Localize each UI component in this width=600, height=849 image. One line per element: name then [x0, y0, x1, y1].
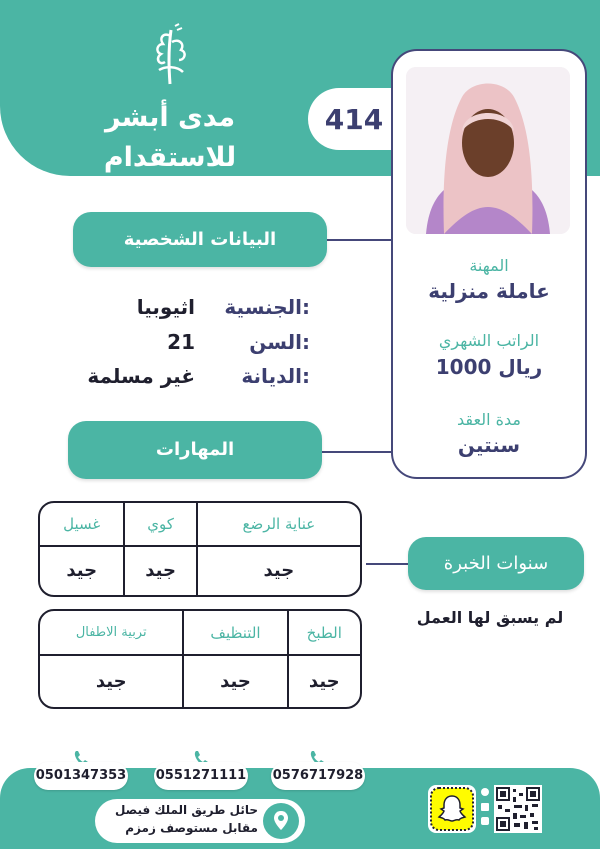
- phone-number[interactable]: 0576717928: [271, 762, 365, 790]
- contract-label: مدة العقد: [457, 410, 521, 429]
- nationality-value: اثيوبيا: [136, 295, 195, 319]
- phone-number[interactable]: 0551271111: [154, 762, 248, 790]
- brand-line-2: للاستقدام: [103, 142, 237, 173]
- skills-table-2: [38, 609, 362, 709]
- snapchat-code[interactable]: [428, 785, 476, 833]
- connector-line: [366, 563, 408, 565]
- connector-line: [322, 451, 392, 453]
- salary-value: 1000 ريال: [435, 355, 543, 379]
- skill-rating: جيد: [197, 546, 360, 595]
- experience-header: سنوات الخبرة: [408, 537, 584, 590]
- qr-code[interactable]: [494, 785, 542, 833]
- worker-photo: [406, 67, 570, 234]
- address-line-2: مقابل مستوصف زمزم: [125, 821, 258, 835]
- skill-rating: جيد: [288, 655, 360, 707]
- age-value: 21: [167, 330, 195, 354]
- personal-data-header: البيانات الشخصية: [73, 212, 327, 267]
- skill-rating: جيد: [124, 546, 196, 595]
- brand-line-1: مدى أبشر: [104, 102, 236, 133]
- skill-name: غسيل: [40, 503, 124, 546]
- social-icons: [480, 787, 490, 831]
- address-line-1: حائل طريق الملك فيصل: [114, 803, 258, 817]
- contract-value: سنتين: [457, 433, 521, 457]
- skill-name: عناية الرضع: [197, 503, 360, 546]
- phone-number[interactable]: 0501347353: [34, 762, 128, 790]
- skill-rating: جيد: [183, 655, 287, 707]
- skill-name: تربية الاطفال: [40, 611, 183, 655]
- nationality-label: الجنسية:: [224, 295, 310, 319]
- cv-number: 414: [324, 103, 384, 136]
- skill-name: التنظيف: [183, 611, 287, 655]
- salary-label: الراتب الشهري: [438, 331, 540, 350]
- skill-rating: جيد: [95, 671, 127, 693]
- occupation-label: المهنة: [469, 256, 509, 275]
- brand-logo-icon: [145, 22, 195, 87]
- skill-name: كوي: [124, 503, 196, 546]
- location-pin-icon: [263, 803, 299, 839]
- age-label: السن:: [249, 330, 310, 354]
- religion-value: غير مسلمة: [87, 364, 195, 388]
- experience-value: لم يسبق لها العمل: [416, 608, 564, 627]
- skill-rating: جيد: [66, 560, 98, 582]
- skills-header: المهارات: [68, 421, 322, 479]
- brand-title: [80, 98, 260, 178]
- connector-line: [327, 239, 391, 241]
- occupation-value: عاملة منزلية: [428, 279, 550, 303]
- skill-name: الطبخ: [288, 611, 360, 655]
- skills-table-1: [38, 501, 362, 597]
- religion-label: الديانة:: [241, 364, 310, 388]
